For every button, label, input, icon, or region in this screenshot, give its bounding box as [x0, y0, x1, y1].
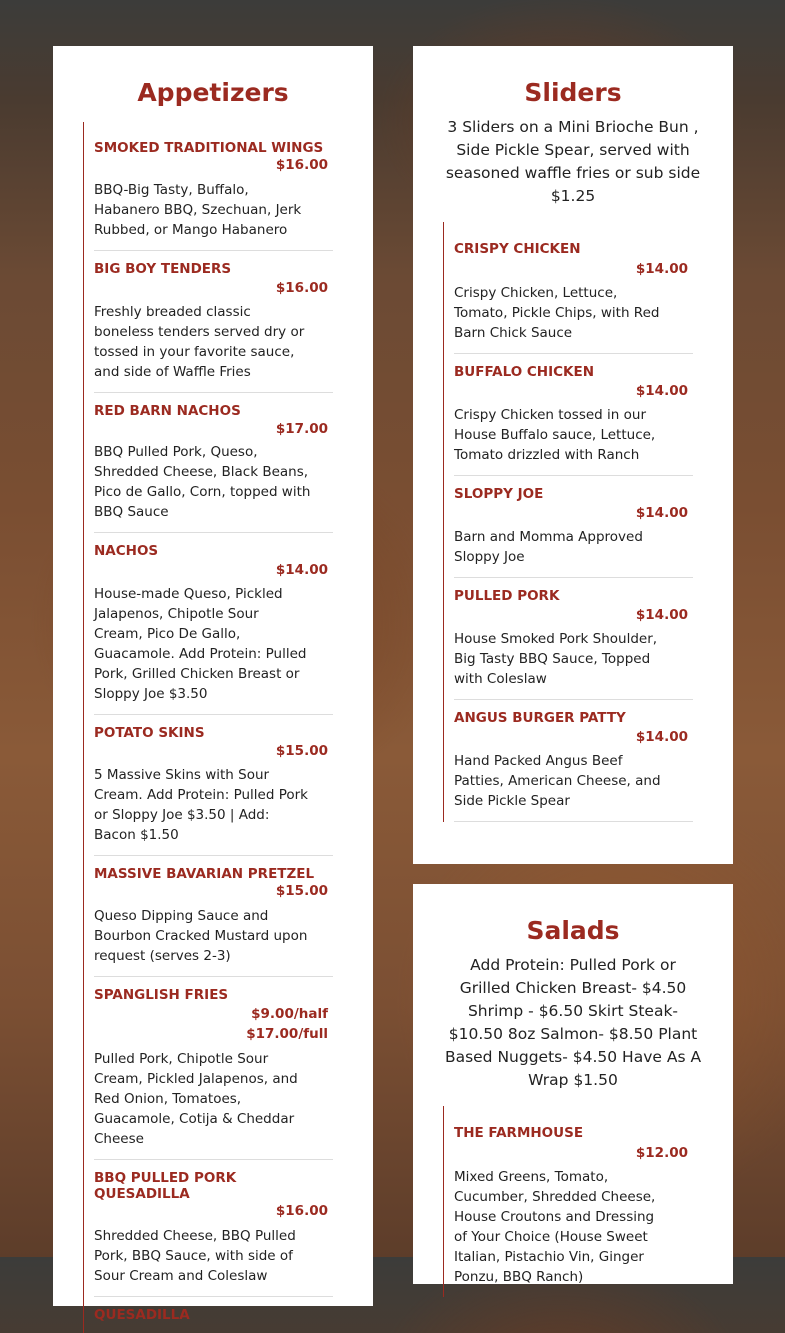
- item-price: $14.00: [635, 505, 688, 521]
- menu-item[interactable]: [454, 476, 693, 578]
- item-price: $14.00: [275, 562, 328, 578]
- item-description: Hand Packed Angus Beef Patties, American Cheese, and Side Pickle Spear: [454, 753, 661, 809]
- item-name: POTATO SKINS: [94, 725, 205, 741]
- menu-item[interactable]: [94, 393, 333, 533]
- item-price: $16.00: [275, 280, 328, 296]
- menu-item[interactable]: [454, 1106, 693, 1297]
- appetizers-list: [83, 122, 333, 1333]
- item-name: CRISPY CHICKEN: [454, 241, 581, 257]
- item-name: SMOKED TRADITIONAL WINGS: [94, 140, 324, 156]
- item-description: 5 Massive Skins with Sour Cream. Add Protein: Pulled Pork or Sloppy Joe $3.50 | Add: Bacon $1.50: [94, 767, 308, 843]
- menu-item[interactable]: [94, 715, 333, 856]
- item-name: SPANGLISH FRIES: [94, 987, 229, 1003]
- menu-item[interactable]: [94, 856, 333, 977]
- item-price: $16.00: [275, 1203, 328, 1219]
- item-description: BBQ-Big Tasty, Buffalo, Habanero BBQ, Szechuan, Jerk Rubbed, or Mango Habanero: [94, 182, 302, 238]
- item-price: $15.00: [275, 743, 328, 759]
- item-name: BIG BOY TENDERS: [94, 261, 232, 277]
- item-price: $14.00: [635, 261, 688, 277]
- item-description: BBQ Pulled Pork, Queso, Shredded Cheese, Black Beans, Pico de Gallo, Corn, topped with BBQ Sauce: [94, 444, 311, 520]
- sliders-title: Sliders: [524, 78, 622, 107]
- item-description: Queso Dipping Sauce and Bourbon Cracked Mustard upon request (serves 2-3): [94, 908, 308, 964]
- item-description: Barn and Momma Approved Sloppy Joe: [454, 529, 643, 565]
- menu-item[interactable]: [94, 533, 333, 715]
- item-description: Shredded Cheese, BBQ Pulled Pork, BBQ Sauce, with side of Sour Cream and Coleslaw: [94, 1228, 296, 1284]
- item-price: $12.00: [635, 1145, 688, 1161]
- item-description: House Smoked Pork Shoulder, Big Tasty BBQ Sauce, Topped with Coleslaw: [454, 631, 658, 687]
- item-name: PULLED PORK: [454, 588, 560, 604]
- item-name: BUFFALO CHICKEN: [454, 364, 595, 380]
- salads-title: Salads: [526, 916, 620, 945]
- menu-item[interactable]: [94, 1160, 333, 1297]
- appetizers-title: Appetizers: [137, 78, 289, 107]
- sliders-description: 3 Sliders on a Mini Brioche Bun , Side Pickle Spear, served with seasoned waffle fries or sub side $1.25: [445, 118, 701, 205]
- item-name: QUESADILLA: [94, 1307, 190, 1323]
- item-price-full: $17.00/full: [246, 1026, 328, 1042]
- item-description: Crispy Chicken, Lettuce, Tomato, Pickle Chips, with Red Barn Chick Sauce: [454, 285, 660, 341]
- item-description: Pulled Pork, Chipotle Sour Cream, Pickled Jalapenos, and Red Onion, Tomatoes, Guacamole, Cotija & Cheddar Cheese: [94, 1051, 298, 1147]
- item-price: $15.00: [275, 883, 328, 899]
- sliders-list: [443, 222, 693, 822]
- item-description: Mixed Greens, Tomato, Cucumber, Shredded Cheese, House Croutons and Dressing of Your Choice (House Sweet Italian, Pistachio Vin, Ginger Ponzu, BBQ Ranch): [454, 1169, 656, 1285]
- menu-item[interactable]: [454, 700, 693, 822]
- item-description: Crispy Chicken tossed in our House Buffalo sauce, Lettuce, Tomato drizzled with Ranch: [454, 407, 656, 463]
- menu-item[interactable]: [94, 122, 333, 251]
- salads-card: [413, 884, 733, 1284]
- item-price: $17.00: [275, 421, 328, 437]
- sliders-card: [413, 46, 733, 864]
- item-name: SLOPPY JOE: [454, 486, 544, 502]
- appetizers-card: [53, 46, 373, 1323]
- item-price: $16.00: [275, 157, 328, 173]
- item-name: RED BARN NACHOS: [94, 403, 241, 419]
- menu-item[interactable]: [94, 977, 333, 1160]
- item-description: House-made Queso, Pickled Jalapenos, Chipotle Sour Cream, Pico De Gallo, Guacamole. Add Protein: Pulled Pork, Grilled Chicken Breast or Sloppy Joe $3.50: [94, 586, 307, 702]
- menu-item[interactable]: [454, 354, 693, 476]
- menu-item[interactable]: [454, 578, 693, 700]
- item-name: MASSIVE BAVARIAN PRETZEL: [94, 866, 315, 882]
- salads-list: [443, 1106, 693, 1297]
- menu-item[interactable]: [94, 1297, 333, 1333]
- item-price: $14.00: [635, 607, 688, 623]
- item-price: $9.00/half: [251, 1006, 328, 1022]
- item-description: Freshly breaded classic boneless tenders served dry or tossed in your favorite sauce, and side of Waffle Fries: [94, 304, 305, 380]
- item-price: $14.00: [635, 383, 688, 399]
- menu-item[interactable]: [454, 222, 693, 354]
- salads-description: Add Protein: Pulled Pork or Grilled Chicken Breast- $4.50 Shrimp - $6.50 Skirt Steak- $10.50 8oz Salmon- $8.50 Plant Based Nuggets- $4.50 Have As A Wrap $1.50: [444, 956, 702, 1089]
- item-name: BBQ PULLED PORK QUESADILLA: [94, 1170, 237, 1202]
- item-name: ANGUS BURGER PATTY: [454, 710, 626, 726]
- item-name: NACHOS: [94, 543, 159, 559]
- item-price: $14.00: [635, 729, 688, 745]
- item-name: THE FARMHOUSE: [454, 1125, 584, 1141]
- menu-item[interactable]: [94, 251, 333, 393]
